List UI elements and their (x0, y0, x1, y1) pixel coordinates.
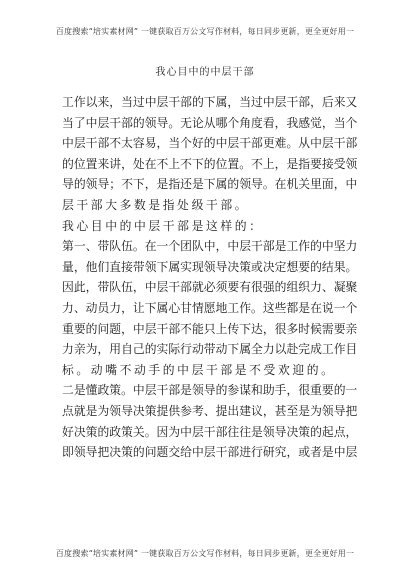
paragraph-line: 因 此 ， 带 队 伍 ， 中 层 干 部 就 必 须 要 有 很 强 的 组 织 力 、 凝 聚 (62, 280, 358, 295)
document-body (62, 92, 358, 463)
page-footer: 百度搜索“培实素材网” 一键获取百万公文写作材料，每日同步更新，更全更好用一 (55, 549, 355, 558)
paragraph-line: 二 是 懂 政 策 。 中 层 干 部 是 领 导 的 参 谋 和 助 手 ， 很 重 要 的 一 (62, 383, 358, 398)
paragraph-line: 点 就 是 为 领 导 决 策 提 供 参 考 、 提 出 建 议 ， 甚 至 是 为 领 导 把 (62, 403, 358, 418)
paragraph-line: 工 作 以 来 ， 当 过 中 层 干 部 的 下 属 ， 当 过 中 层 干 部 ， 后 来 又 (62, 95, 358, 109)
paragraph-line: 当 了 中 层 干 部 的 领 导 。 无 论 从 哪 个 角 度 看 ， 我 感 觉 ， 当 个 (62, 115, 358, 130)
paragraph-line: 我心目中的中层干部是这样的： (62, 218, 264, 233)
paragraph-line: 导 的 领 导 ； 不 下 ， 是 指 还 是 下 属 的 领 导 。 在 机 关 里 面 ， 中 (62, 177, 358, 192)
paragraph-line: 好 决 策 的 政 策 关 。 因 为 中 层 干 部 往 往 是 领 导 决 策 的 起 点 ， (62, 424, 358, 439)
paragraph-line: 层干部大多数是指处级干部。 (62, 197, 250, 212)
document-title: 我心目中的中层干部 (155, 67, 255, 78)
paragraph-line: 力 、 动 员 力 ， 让 下 属 心 甘 情 愿 地 工 作 。 这 些 都 是 在 说 一 个 (62, 300, 358, 315)
page-header: 百度搜索“培实素材网” 一键获取百万公文写作材料，每日同步更新，更全更好用一 (55, 27, 355, 36)
paragraph-line: 量 ， 他 们 直 接 带 领 下 属 实 现 领 导 决 策 或 决 定 想 要 的 结 果 。 (62, 259, 358, 274)
paragraph-line: 重 要 的 问 题 ， 中 层 干 部 不 能 只 上 传 下 达 ， 很 多 时 候 需 要 亲 (62, 321, 358, 336)
paragraph-line: 标。动嘴不动手的中层干部是不受欢迎的。 (62, 362, 336, 377)
paragraph-line: 即 领 导 把 决 策 的 问 题 交 给 中 层 干 部 进 行 研 究 ， 或 者 是 中 层 (62, 445, 358, 460)
paragraph-line: 第 一 、 带 队 伍 。 在 一 个 团 队 中 ， 中 层 干 部 是 工 作 的 中 坚 力 (62, 239, 358, 254)
paragraph-line: 中 层 干 部 不 太 容 易 ， 当 个 好 的 中 层 干 部 更 难 。 从 中 层 干 部 (62, 136, 358, 151)
paragraph-line: 力 亲 为 ， 用 自 己 的 实 际 行 动 带 动 下 属 全 力 以 赴 完 成 工 作 目 (62, 342, 358, 357)
paragraph-line: 的 位 置 来 讲 ， 处 在 不 上 不 下 的 位 置 。 不 上 ， 是 指 要 接 受 领 (62, 156, 358, 171)
